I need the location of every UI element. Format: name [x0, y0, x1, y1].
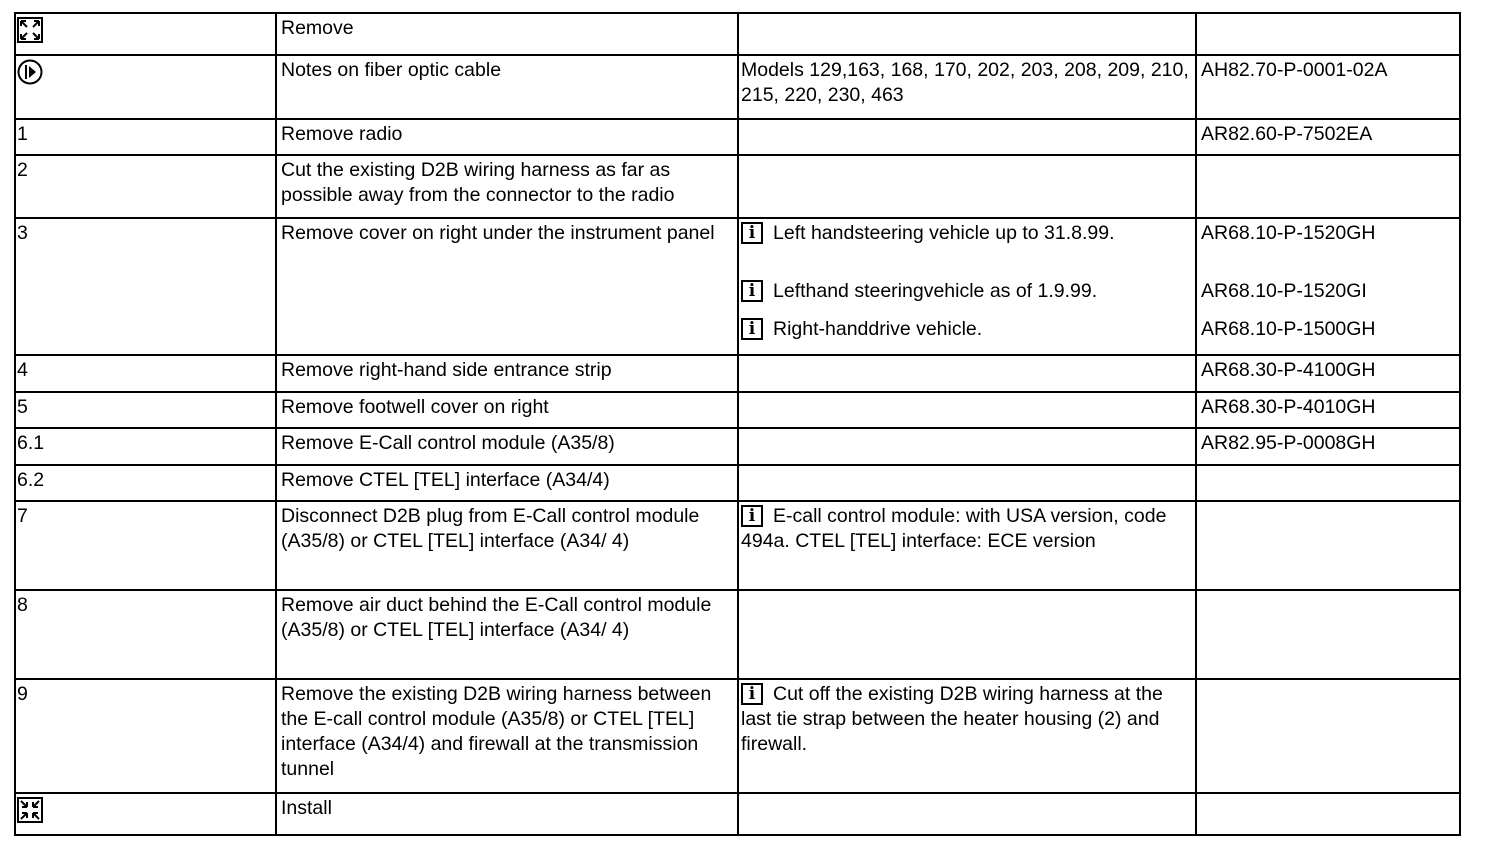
notes-cell — [738, 55, 1196, 119]
reference-cell — [1196, 155, 1460, 218]
notes-cell — [738, 501, 1196, 590]
operation-cell: Remove — [276, 13, 738, 55]
operation-cell: Remove air duct behind the E-Call control module (A35/8) or CTEL [TEL] interface (A34/ 4) — [276, 590, 738, 679]
note-text: Lefthand steeringvehicle as of 1.9.99. — [773, 280, 1098, 302]
reference-cell — [1196, 428, 1460, 465]
reference-cell — [1196, 392, 1460, 428]
document-reference-link[interactable]: AR68.10-P-1520GH — [1201, 222, 1376, 244]
step-number: 4 — [15, 355, 276, 392]
table-row — [15, 501, 1460, 590]
notes-cell — [738, 392, 1196, 428]
reference-cell — [1196, 119, 1460, 155]
table-row — [15, 465, 1460, 501]
step-number: 3 — [15, 218, 276, 355]
notes-cell — [738, 218, 1196, 355]
notes-cell — [738, 155, 1196, 218]
info-icon: i — [741, 222, 763, 244]
info-icon: i — [741, 505, 763, 527]
note-text: Right-handdrive vehicle. — [773, 318, 983, 340]
note-line — [741, 504, 1195, 554]
document-reference-link[interactable]: AR82.95-P-0008GH — [1201, 432, 1376, 454]
document-reference-link[interactable]: AR68.30-P-4100GH — [1201, 359, 1376, 381]
operation-cell: Remove cover on right under the instrument panel — [276, 218, 738, 355]
notes-cell — [738, 465, 1196, 501]
note-text: Left handsteering vehicle up to 31.8.99. — [773, 222, 1115, 244]
table-row — [15, 679, 1460, 793]
note-text: Cut off the existing D2B wiring harness at the last tie strap between the heater housing (2) and firewall. — [741, 683, 1163, 755]
table-row — [15, 55, 1460, 119]
assemble-icon — [17, 797, 43, 823]
reference-cell — [1196, 218, 1460, 355]
info-icon: i — [741, 280, 763, 302]
document-reference-link[interactable]: AR68.10-P-1500GH — [1201, 318, 1376, 340]
notes-cell — [738, 590, 1196, 679]
notes-cell — [738, 13, 1196, 55]
table-row — [15, 793, 1460, 835]
reference-cell — [1196, 13, 1460, 55]
information-arrow-icon — [17, 59, 43, 85]
step-number: 2 — [15, 155, 276, 218]
table-row — [15, 13, 1460, 55]
operation-cell: Remove right-hand side entrance strip — [276, 355, 738, 392]
table-row — [15, 119, 1460, 155]
model-list: Models 129,163, 168, 170, 202, 203, 208, 209, 210, 215, 220, 230, 463 — [741, 59, 1189, 106]
reference-cell — [1196, 590, 1460, 679]
table-row — [15, 428, 1460, 465]
operation-cell: Remove the existing D2B wiring harness between the E-call control module (A35/8) or CTEL [TEL] interface (A34/4) and firewall at the transmission tunnel — [276, 679, 738, 793]
document-reference-link[interactable]: AR68.30-P-4010GH — [1201, 396, 1376, 418]
reference-cell — [1196, 355, 1460, 392]
document-reference-link[interactable]: AR82.60-P-7502EA — [1201, 123, 1373, 145]
notes-cell — [738, 793, 1196, 835]
operation-cell: Cut the existing D2B wiring harness as far as possible away from the connector to the radio — [276, 155, 738, 218]
step-cell — [15, 13, 276, 55]
operation-cell: Remove E-Call control module (A35/8) — [276, 428, 738, 465]
note-line — [741, 221, 1195, 279]
info-icon: i — [741, 318, 763, 340]
info-icon: i — [741, 683, 763, 705]
step-number: 9 — [15, 679, 276, 793]
table-row — [15, 218, 1460, 355]
reference-cell — [1196, 679, 1460, 793]
reference-cell — [1196, 501, 1460, 590]
notes-cell — [738, 428, 1196, 465]
reference-cell — [1196, 55, 1460, 119]
step-number: 6.1 — [15, 428, 276, 465]
operation-cell: Remove footwell cover on right — [276, 392, 738, 428]
step-number: 1 — [15, 119, 276, 155]
table-row — [15, 590, 1460, 679]
notes-cell — [738, 355, 1196, 392]
step-cell — [15, 793, 276, 835]
operation-cell: Disconnect D2B plug from E-Call control module (A35/8) or CTEL [TEL] interface (A34/ 4) — [276, 501, 738, 590]
reference-cell — [1196, 793, 1460, 835]
step-number: 7 — [15, 501, 276, 590]
note-text: E-call control module: with USA version, code 494a. CTEL [TEL] interface: ECE version — [741, 505, 1167, 552]
document-reference-link[interactable]: AH82.70-P-0001-02A — [1201, 59, 1388, 81]
operation-cell: Remove radio — [276, 119, 738, 155]
note-line — [741, 279, 1195, 317]
operation-cell: Install — [276, 793, 738, 835]
table-row — [15, 392, 1460, 428]
step-cell — [15, 55, 276, 119]
table-row — [15, 155, 1460, 218]
procedure-table — [14, 12, 1461, 836]
step-number: 5 — [15, 392, 276, 428]
disassemble-icon — [17, 17, 43, 43]
notes-cell — [738, 119, 1196, 155]
operation-cell: Remove CTEL [TEL] interface (A34/4) — [276, 465, 738, 501]
notes-cell — [738, 679, 1196, 793]
document-reference-link[interactable]: AR68.10-P-1520GI — [1201, 280, 1367, 302]
note-line — [741, 682, 1195, 757]
table-row — [15, 355, 1460, 392]
step-number: 8 — [15, 590, 276, 679]
operation-cell: Notes on fiber optic cable — [276, 55, 738, 119]
reference-cell — [1196, 465, 1460, 501]
note-line — [741, 317, 1195, 353]
step-number: 6.2 — [15, 465, 276, 501]
